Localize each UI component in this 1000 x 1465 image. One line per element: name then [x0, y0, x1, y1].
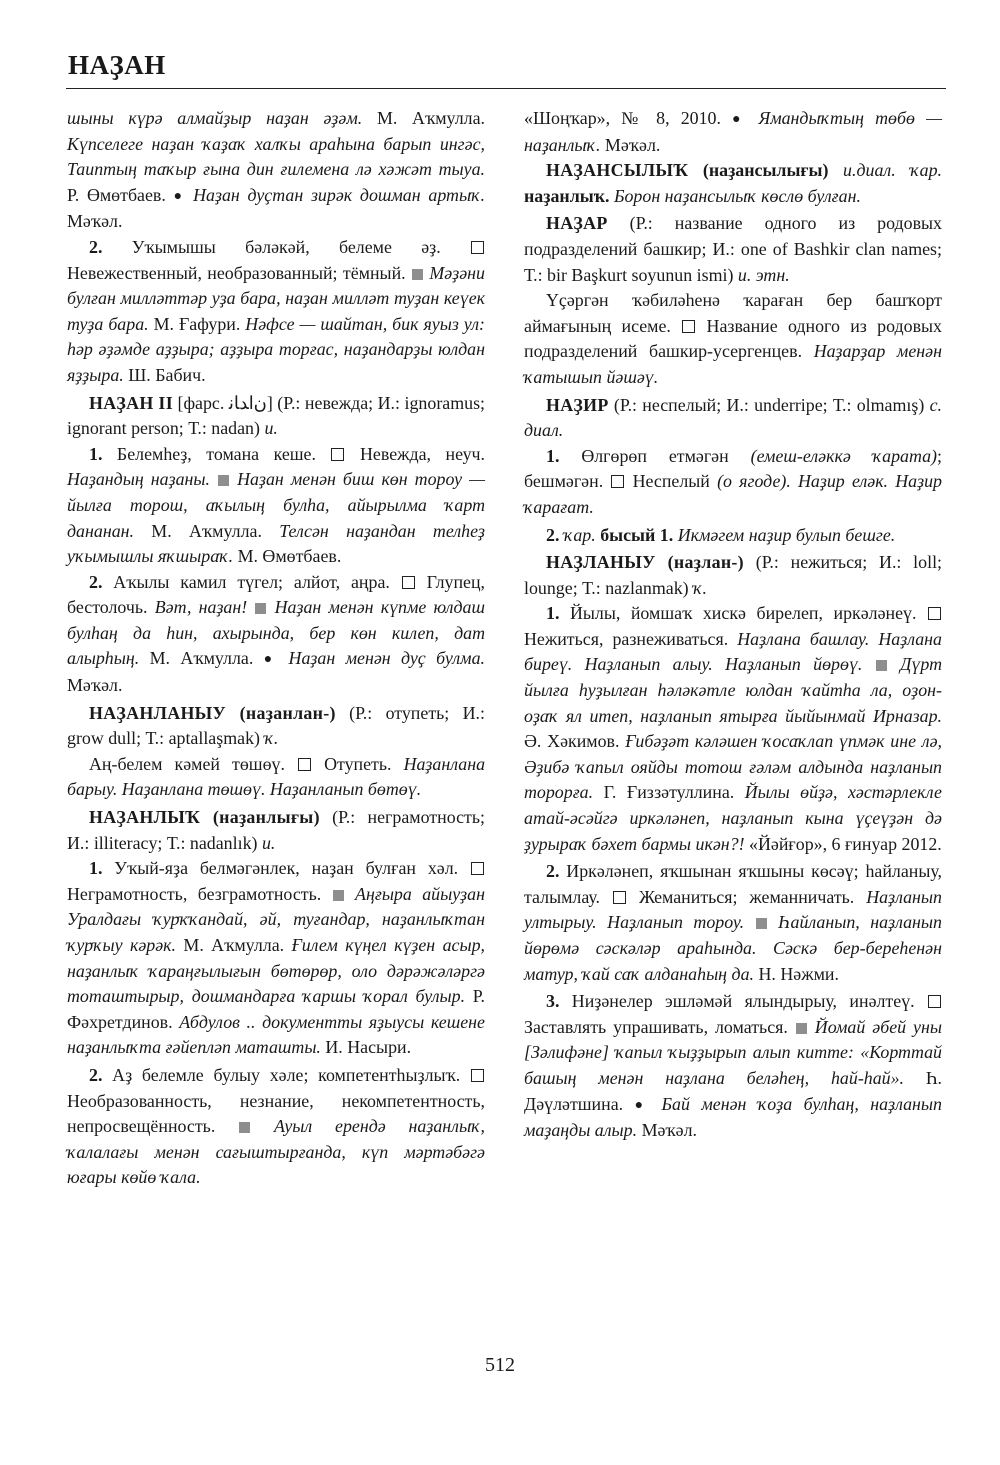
entry-continuation: шыны күрә алмайҙыр наҙан әҙәм. М. Аҡмулла. Күпселеге наҙан ҡаҙаҡ халҡы араһына барып ингәс, Таиптың таҡыр ғына дин ғилемена лә хәжәт тыуа. Р. Өмөтбаев. ● Наҙан дуҫтан зирәк дошман артыҡ. Мәҡәл.: [67, 108, 485, 232]
entry-nazan-2: НАҘАН II [фарс. ﻥﺍﺪﺎﻧ] (Р.: невежда; И.: ignoramus; ignorant person; Т.: nadan) и.: [67, 392, 486, 439]
entry-nazar-def: Үҫәргән ҡәбиләһенә ҡараған бер башҡорт аймағының исеме. Название одного из родовых подразделений башкир-усергенцев. Наҙарҙар менән ҡатышып йәшәү.: [524, 290, 942, 387]
sense-nazanlyk-2: 2. Аҙ белемле булыу хәле; компетентһыҙлыҡ. Необразованность, незнание, некомпетентность, непросвещённость. Ауыл ерендә наҙанлыҡ, ҡалалағы менән сағыштырғанда, күп мәртәбәгә юғары көйө ҡала.: [67, 1064, 485, 1188]
sense-1: 1. Белемһеҙ, томана кеше. Невежда, неуч. Наҙандың наҙаны. Наҙан менән биш көн тороу — йылға торош, аҡылың булһа, айырылма ҡарт дананан. М. Аҡмулла. Телсән наҙандан телһеҙ уҡымышлы яҡшыраҡ. М. Өмөтбаев.: [67, 443, 485, 567]
entry-nazanlanyu-def: Аң-белем кәмей төшөү. Отупеть. Наҙанлана барыу. Наҙанлана төшөү. Наҙанланып бөтөү.: [67, 753, 486, 800]
entry-nazir: НАҘИР (Р.: неспелый; И.: underripe; Т.: olmamış) с. диал.: [524, 394, 942, 441]
page-number: 512: [485, 1354, 515, 1376]
sense-nazlanyu-1: 1. Йылы, йомшаҡ хискә бирелеп, иркәләнеү. Нежиться, разнеживаться. Наҙлана башлау. Наҙлана биреү. Наҙланып алыу. Наҙланып йөрөү. Дүрт йылға һуҙылған һәләкәтле юлдан ҡайтһа ла, оҙон-оҙаҡ ял итеп, наҙланып ятырға йыйынмай Ирназар. Ә. Хәкимов. Ғибәҙәт кәләшен ҡосаҡлап үпмәк ине лә, Әҙибә ҡапыл ояйды тотош ғәләм алдында наҙланып торорға. Г. Ғиззәтуллина. Йылы өйҙә, хәстәрлекле атай-әсәйгә иркәләнеп, наҙланып кына үҫеүҙән дә ҙурыраҡ бәхет бармы икән?! «Йәйғор», 6 ғинуар 2012.: [524, 603, 942, 854]
citation-square-icon: [412, 269, 423, 280]
running-head: НАҘАН: [68, 50, 166, 80]
translation-square-icon: [471, 241, 484, 254]
sense-nazlanyu-2: 2. Иркәләнеп, яҡшынан яҡшыны көсәү; һайланыу, талымлау. Жеманиться; жеманничать. Наҙланып ултырыу. Наҙланып тороу. Һайланып, наҙланып йөрөмә сәскәләр араһында. Сәскә бер-береһенән матур, ҡай саҡ алданаһың да. Н. Нәжми.: [524, 861, 942, 984]
entry-nazansylyk: НАҘАНСЫЛЫҠ (наҙансылығы) и.диал. ҡар. наҙанлыҡ. Борон наҙансылыҡ көслө булған.: [524, 160, 942, 206]
entry-nazanlanyu: НАҘАНЛАНЫУ (наҙанлан-) (Р.: отупеть; И.: grow dull; Т.: aptallaşmak) ҡ.: [67, 702, 485, 749]
sense-nazir-1: 1. Өлгөрөп етмәгән (емеш-еләккә ҡарата); бешмәгән. Неспелый (о ягоде). Наҙир еләк. Наҙир ҡарағат.: [524, 445, 942, 517]
sense-2b: 2. Аҡылы камил түгел; алйот, аңра. Глупец, бестолочь. Вәт, наҙан! Наҙан менән күпме юлдаш булһаң да һин, ахырында, бер көн килеп, дат алырһың. М. Аҡмулла. ● Наҙан менән дуҫ булма. Мәҡәл.: [67, 571, 486, 696]
left-column: [67, 106, 485, 1191]
header-rule: [66, 88, 946, 89]
sense-nazir-2: 2. ҡар. бысый 1. Икмәгем наҙир булып бешге.: [546, 524, 896, 545]
entry-continuation-right: «Шоңҡар», № 8, 2010. ● Ямандыҡтың төбө — наҙанлыҡ. Мәҡәл.: [524, 108, 942, 155]
sense-2: 2. Уҡымышы бәләкәй, белеме әҙ. Невежественный, необразованный; тёмный. Мәҙәни булған милләттәр уҙа бара, наҙан милләт туҙан кеүек туҙа бара. М. Ғафури. Нәфсе — шайтан, бик яуыз ул: һәр әҙәмде аҙҙыра; аҙҙыра торғас, наҙандарҙы юлдан яҙҙыра. Ш. Бабич.: [67, 236, 485, 385]
entry-nazlanyu: НАҘЛАНЫУ (наҙлан-) (Р.: нежиться; И.: loll; lounge; Т.: nazlanmak) ҡ.: [524, 552, 943, 598]
entry-nazar: НАҘАР (Р.: название одного из родовых подразделений башкир; И.: one of Bashkir clan names; Т.: bir Başkurt soyunun ismi) и. этн.: [524, 213, 942, 285]
entry-nazanlyk: НАҘАНЛЫҠ (наҙанлығы) (Р.: неграмотность; И.: illiteracy; Т.: nadanlık) и.: [67, 807, 485, 853]
right-column: [524, 106, 942, 1144]
sense-nazanlyk-1: 1. Уҡый-яҙа белмәгәнлек, наҙан булған хәл. Неграмотность, безграмотность. Аңғыра айыуҙан Уралдағы ҡурҡҡандай, әй, туғандар, наҙанлыҡтан ҡурҡыу кәрәк. М. Аҡмулла. Ғилем күңел күҙен асыр, наҙанлыҡ ҡараңғылығын бөтөрөр, оло дәрәжәләргә тоташтырыр, дошмандарға ҡаршы ҡорал булыр. Р. Фәхретдинов. Абдулов .. документты яҙыусы кешене наҙанлыҡта ғәйепләп маташты. И. Насыри.: [67, 858, 485, 1058]
sense-nazlanyu-3: 3. Ниҙәнелер эшләмәй ялындырыу, инәлтеү. Заставлять упрашивать, ломаться. Йомай әбей уны [Зәлифәне] ҡапыл ҡыҙҙырып алып китте: «Корттай башың менән наҙлана беләһең, һай-һай». Һ. Дәүләтшина. ● Бай менән ҡоҙа булһаң, наҙланып маҙаңды алыр. Мәҡәл.: [524, 991, 943, 1141]
